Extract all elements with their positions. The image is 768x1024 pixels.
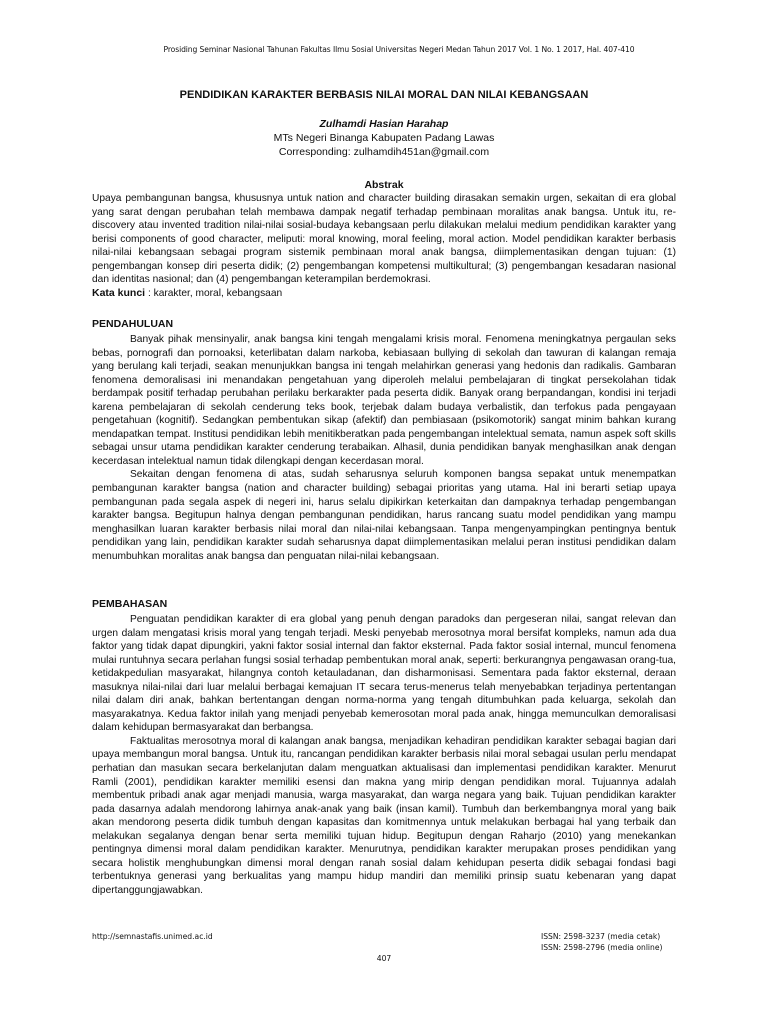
paper-title: PENDIDIKAN KARAKTER BERBASIS NILAI MORAL DAN NILAI KEBANGSAAN (179, 89, 589, 101)
footer-issn (541, 931, 663, 953)
author-corresponding: Corresponding: zulhamdih451an@gmail.com (278, 146, 490, 158)
abstract-text: Upaya pembangunan bangsa, khususnya untuk nation and character building dirasakan semakin urgen, sekaitan di era global yang sarat dengan perubahan telah membawa dampak negatif terhadap pembinaan moralitas anak bangsa. Untuk itu, re-discovery atau invented tradition nilai-nilai sosial-budaya kebangsaan perlu dilakukan melalui medium pendidikan karakter yang berisi components of good character, meliputi: moral knowing, moral feeling, moral action. Model pendidikan karakter berbasis nilai-nilai kebangsaan sebagai program sistemik pembinaan moral anak bangsa, diimplementasikan dengan tujuan: (1) pengembangan konsep diri peserta didik; (2) pengembangan kompetensi multikultural; (3) pengembangan kesadaran nasional dan identitas nasional; dan (4) pengembangan keterampilan berdemokrasi. (92, 193, 676, 286)
pembahasan-paragraph-1: Penguatan pendidikan karakter di era global yang penuh dengan paradoks dan pergeseran nilai, sangat relevan dan urgen dalam mengatasi krisis moral yang tengah terjadi. Meski penyebab merosotnya moral bersifat kompleks, namun ada dua faktor yang tidak dapat dipungkiri, yakni faktor sosial internal dan faktor eksternal. Pada faktor sosial internal, muncul fenomena mulai runtuhnya secara perlahan fungsi sosial terhadap pembentukan moral anak, seperti: berkurangnya pengawasan orang-tua, ketidakpedulian masyarakat, hilangnya contoh ketauladanan, dan disharmonisasi. Sementara pada faktor eksternal, deraan masuknya nilai-nilai dari luar melalui berbagai kemajuan IT secara terus-menerus telah menyebabkan terjadinya pertentangan nilai dalam diri anak, bahkan bertentangan dengan norma-norma yang tengah ditumbuhkan pada keluarga, sekolah dan masyarakatnya. Kedua faktor inilah yang menjadi penyebab kemerosotan moral pada anak, hingga memunculkan demoralisasi dalam kehidupan bermasyarakat dan berbangsa. (92, 614, 676, 734)
pendahuluan-paragraph-2: Sekaitan dengan fenomena di atas, sudah seharusnya seluruh komponen bangsa sepakat untuk menempatkan pembangunan karakter bangsa (nation and character building) sebagai prioritas yang utama. Hal ini berarti setiap upaya pembangunan pada segala aspek di negeri ini, harus selalu dipikirkan keterkaitan dan dampaknya terhadap pengembangan karakter bangsa. Begitupun halnya dengan pembangunan pendidikan, harus rancang suatu model pendidikan yang mampu menghasilkan luaran karakter berbasis nilai moral dan nilai-nilai kebangsaan. Tanpa mengenyampingkan pentingnya bentuk pendidikan yang lain, pendidikan karakter sudah seharusnya dapat diimplementasikan melalui peran institusi pendidikan dalam menumbuhkan moralitas anak bangsa dan penguatan nilai-nilai kebangsaan. (92, 469, 676, 562)
pendahuluan-paragraph-1: Banyak pihak mensinyalir, anak bangsa kini tengah mengalami krisis moral. Fenomena meningkatnya pergaulan seks bebas, pornografi dan pornoaksi, keterlibatan dalam narkoba, kebiasaan bullying di sekolah dan tawuran di kalangan remaja yang berulang kali terjadi, seakan menunjukkan bangsa ini tengah melahirkan generasi yang hedonis dan radikalis. Gambaran fenomena demoralisasi ini menandakan pengetahuan yang diperoleh melalui pembelajaran di tingkat persekolahan tidak berdampak positif terhadap perubahan perilaku berkarakter pada peserta didik. Banyak orang berpandangan, kondisi ini terjadi karena pembelajaran di sekolah cenderung teks book, terjebak dalam budaya verbalistik, dan terfokus pada pengayaan pengetahuan (kognitif). Sedangkan pembentukan sikap (afektif) dan pembiasaan (psikomotorik) sangat minim bahkan kurang mendapatkan tempat. Institusi pendidikan lebih menitikberatkan pada pengembangan intelektual semata, namun aspek soft skills sebagai unsur utama pendidikan karakter cenderung terabaikan. Alhasil, dunia pendidikan banyak menghasilkan anak dengan kecerdasan intelektual namun tidak dilengkapi dengan kecerdasan moral. (92, 334, 676, 467)
author-affiliation: MTs Negeri Binanga Kabupaten Padang Lawas (273, 132, 495, 144)
issn-online: ISSN: 2598-2796 (media online) (541, 943, 663, 952)
abstract-block (92, 192, 676, 300)
author-block (0, 117, 768, 159)
keywords-value: : karakter, moral, kebangsaan (147, 287, 283, 299)
section-heading-pembahasan: PEMBAHASAN (92, 598, 168, 610)
footer-url: http://semnastafis.unimed.ac.id (92, 932, 213, 941)
section-pendahuluan (92, 318, 676, 563)
page-number: 407 (376, 954, 392, 963)
section-pembahasan (92, 598, 676, 897)
pembahasan-paragraph-2: Faktualitas merosotnya moral di kalangan anak bangsa, menjadikan kehadiran pendidikan karakter sebagai bagian dari upaya membangun moral bangsa. Untuk itu, rancangan pendidikan karakter berbasis nilai moral sebagai usulan perlu mendapat perhatian dan masukan secara berkelanjutan dalam menguatkan aktualisasi dan implementasi pendidikan karakter. Menurut Ramli (2001), pendidikan karakter memiliki esensi dan makna yang mirip dengan pendidikan moral. Tujuannya adalah membentuk pribadi anak agar menjadi manusia, warga masyarakat, dan warga negara yang baik. Tujuan pendidikan karakter pada dasarnya adalah mendorong lahirnya anak-anak yang baik (insan kamil). Tumbuh dan berkembangnya moral yang baik akan mendorong peserta didik tumbuh dengan kapasitas dan komitmennya untuk melakukan berbagai hal yang terbaik dan melakukan segalanya dengan benar serta memiliki tujuan hidup. Begitupun dengan Raharjo (2010) yang menekankan pentingnya dimensi moral dalam pendidikan karakter. Menurutnya, pendidikan karakter merupakan proses pendidikan yang secara holistik menghubungkan dimensi moral dengan ranah sosial dalam kehidupan peserta didik sebagai fondasi bagi terbentuknya generasi yang berkualitas yang mampu hidup mandiri dan memiliki prinsip suatu kebenaran yang dapat dipertanggungjawabkan. (92, 735, 676, 896)
keywords-line (92, 287, 676, 301)
author-name: Zulhamdi Hasian Harahap (319, 118, 449, 130)
abstract-heading: Abstrak (364, 179, 404, 191)
section-heading-pendahuluan: PENDAHULUAN (92, 318, 174, 330)
running-header: Prosiding Seminar Nasional Tahunan Fakultas Ilmu Sosial Universitas Negeri Medan Tahun 2017 Vol. 1 No. 1 2017, Hal. 407-410 (163, 45, 635, 54)
keywords-label: Kata kunci (92, 286, 146, 299)
issn-print: ISSN: 2598-3237 (media cetak) (541, 932, 661, 941)
